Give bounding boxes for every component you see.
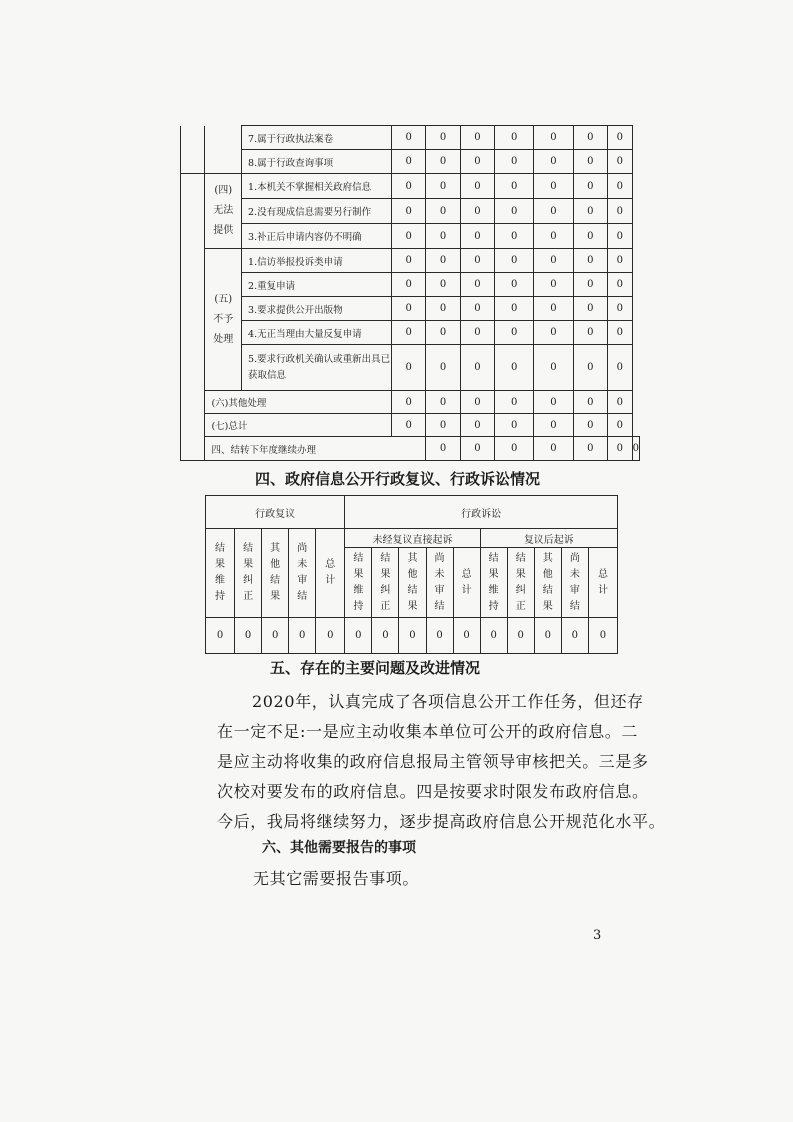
table-row: 3.补正后申请内容仍不明确 0 0 0 0 0 0 0 — [181, 224, 640, 249]
review-litigation-table: 行政复议 行政诉讼 结 果 维 持 结 果 纠 正 其 他 结 果 尚 未 审 结 总 计 未经复议直接起诉 复议后起诉 结 果 维 持 结 果 纠 正 其 他 结 果 尚 未 审 结 总 计 结 果 维 持 结 果 纠 正 其 他 结 果 尚 未 审 结 总 计 0 0 0 0 0 0 0 0 0 0 0 0 0 0 0 — [205, 495, 618, 654]
page-number: 3 — [593, 928, 602, 943]
table-row: 0 0 0 0 0 0 0 0 0 0 0 0 0 0 0 — [206, 618, 618, 654]
table-row: (六)其他处理 0 0 0 0 0 0 0 — [181, 391, 640, 414]
group-label-4: (四) 无法 提供 — [205, 174, 242, 249]
paragraph-line: 2020年，认真完成了各项信息公开工作任务，但还存 — [252, 692, 644, 711]
paragraph-line: 今后，我局将继续努力，逐步提高政府信息公开规范化水平。 — [217, 812, 666, 831]
admin-litigation-header: 行政诉讼 — [345, 496, 618, 529]
table-row: 2.重复申请 0 0 0 0 0 0 0 — [181, 273, 640, 297]
col-header: 结 果 纠 正 — [235, 529, 262, 618]
col-header: 结 果 维 持 — [206, 529, 235, 618]
table-row: 8.属于行政查询事项 0 0 0 0 0 0 0 — [181, 150, 640, 174]
col-header: 其 他 结 果 — [262, 529, 289, 618]
table-row: 2.没有现成信息需要另行制作 0 0 0 0 0 0 0 — [181, 199, 640, 224]
table-row: 四、结转下年度继续办理 0 0 0 0 0 0 0 — [181, 437, 640, 461]
after-review-header: 复议后起诉 — [480, 529, 617, 548]
paragraph-line: 无其它需要报告事项。 — [253, 869, 420, 888]
group-label-5: (五) 不予 处理 — [205, 249, 242, 391]
paragraph-line: 在一定不足:一是应主动收集本单位可公开的政府信息。二 — [217, 722, 638, 741]
paragraph-line: 次校对要发布的政府信息。四是按要求时限发布政府信息。 — [217, 782, 649, 801]
table-row: (七)总计 0 0 0 0 0 0 0 — [181, 414, 640, 437]
table-row: (五) 不予 处理 1.信访举报投诉类申请 0 0 0 0 0 0 0 — [181, 249, 640, 273]
table-row: 3.要求提供公开出版物 0 0 0 0 0 0 0 — [181, 297, 640, 321]
paragraph-line: 是应主动将收集的政府信息报局主管领导审核把关。三是多 — [217, 752, 649, 771]
section-5-title: 五、存在的主要问题及改进情况 — [270, 659, 481, 677]
admin-review-header: 行政复议 — [206, 496, 345, 529]
table-row: (四) 无法 提供 1.本机关不掌握相关政府信息 0 0 0 0 0 0 0 — [181, 174, 640, 199]
response-status-table — [180, 125, 640, 461]
col-header: 尚 未 审 结 — [289, 529, 316, 618]
section-6-title: 六、其他需要报告的事项 — [262, 840, 416, 856]
section-4-title: 四、政府信息公开行政复议、行政诉讼情况 — [255, 470, 541, 488]
table-row: 7.属于行政执法案卷 0 0 0 0 0 0 0 — [181, 126, 640, 150]
table-row: 5.要求行政机关确认或重新出具已获取信息 0 0 0 0 0 0 0 — [181, 345, 640, 391]
col-header: 总 计 — [316, 529, 345, 618]
direct-suit-header: 未经复议直接起诉 — [345, 529, 480, 548]
table-row: 4.无正当理由大量反复申请 0 0 0 0 0 0 0 — [181, 321, 640, 345]
